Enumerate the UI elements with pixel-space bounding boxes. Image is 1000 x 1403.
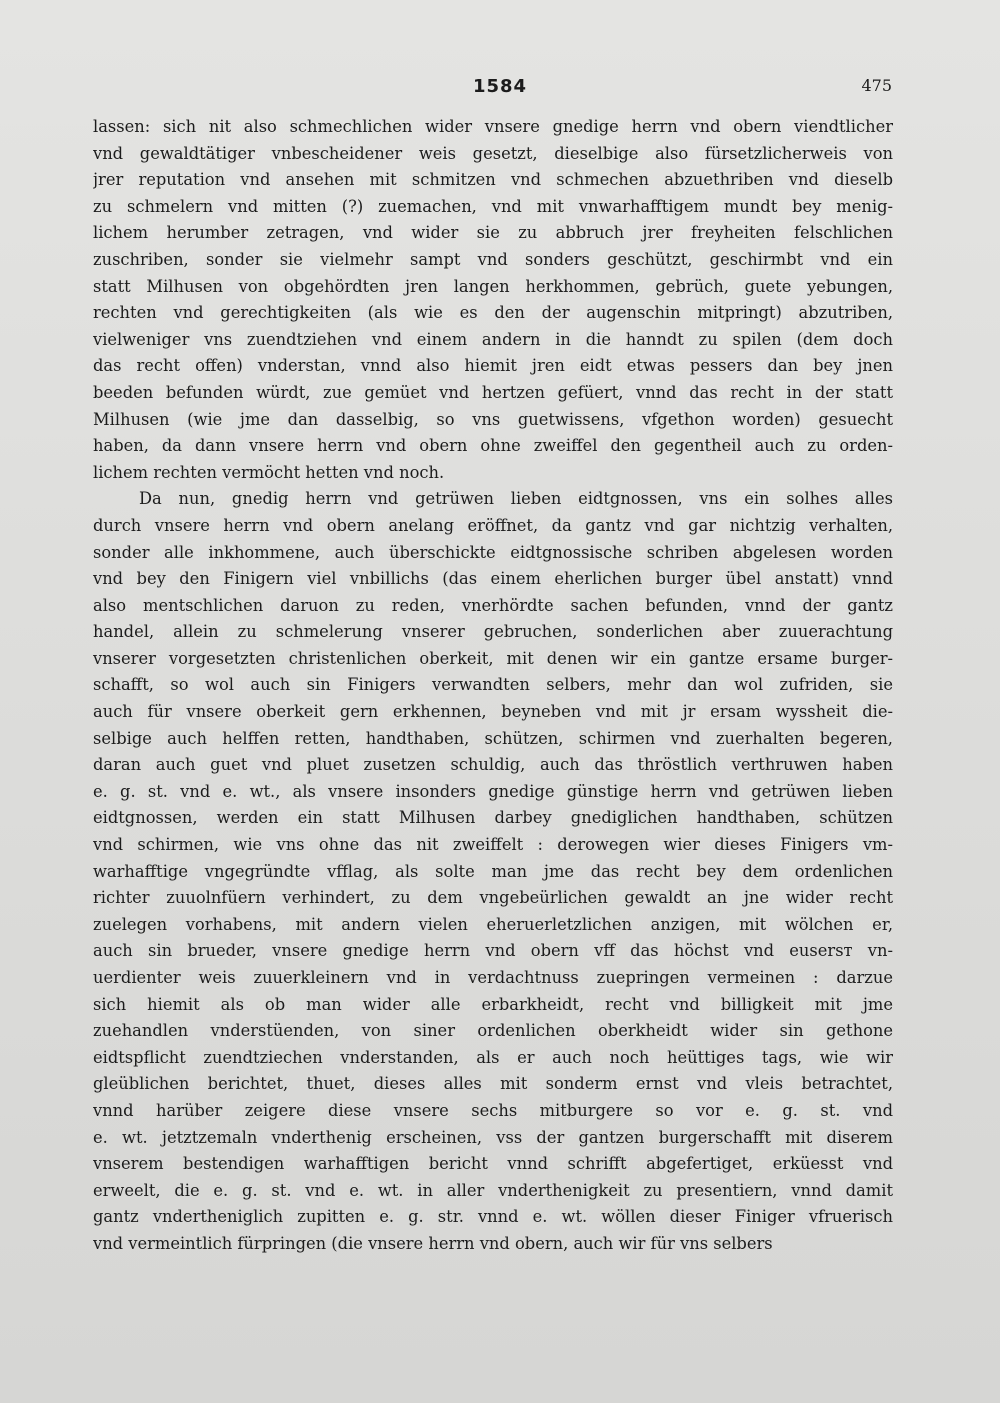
text-line: uerdienter weis zuuerkleinern vnd in verdachtnuss zuepringen vermeinen : darzue — [93, 968, 893, 987]
text-line: selbige auch helffen retten, handthaben, schützen, schirmen vnd zuerhalten begeren, — [93, 728, 893, 748]
text-line: zuschriben, sonder sie vielmehr sampt vnd sonders geschützt, geschirmbt vnd ein — [93, 249, 893, 269]
text-line: schafft, so wol auch sin Finigers verwandten selbers, mehr dan wol zufriden, sie — [93, 675, 893, 695]
text-line: eidtgnossen, werden ein statt Milhusen darbey gnediglichen handthaben, schützen — [93, 808, 893, 828]
text-line: vnd gewaldtätiger vnbescheidener weis gesetzt, dieselbige also fürsetzlicherweis von — [93, 143, 893, 163]
text-line: lichem herumber zetragen, vnd wider sie zu abbruch jrer freyheiten felschlichen — [93, 223, 893, 243]
text-line: auch für vnsere oberkeit gern erkhennen, beyneben vnd mit jr ersam wyssheit die- — [93, 702, 893, 722]
text-line: vnd bey den Finigern viel vnbillichs (das einem eherlichen burger übel anstatt) vnnd — [93, 569, 893, 589]
text-line: zuelegen vorhabens, mit andern vielen eheruerletzlichen anzigen, mit wölchen er, — [93, 914, 893, 934]
text-line: das recht offen) vnderstan, vnnd also hiemit jren eidt etwas pessers dan bey jnen — [93, 356, 893, 376]
text-line: lichem rechten vermöcht hetten vnd noch. — [93, 462, 445, 482]
text-line: warhafftige vngegründte vfflag, als solte man jme das recht bey dem ordenlichen — [93, 861, 893, 881]
text-line: vnserem bestendigen warhafftigen bericht vnnd schrifft abgefertiget, erküesst vnd — [93, 1154, 893, 1174]
text-line: durch vnsere herrn vnd obern anelang eröffnet, da gantz vnd gar nichtzig verhalten, — [93, 515, 893, 535]
text-line: gleüblichen berichtet, thuet, dieses alles mit sonderm ernst vnd vleis betrachtet, — [93, 1074, 893, 1094]
text-line: erweelt, die e. g. st. vnd e. wt. in aller vnderthenigkeit zu presentiern, vnnd damit — [93, 1180, 893, 1200]
page-number: 475 — [861, 76, 892, 95]
text-line: rechten vnd gerechtigkeiten (als wie es den der augenschin mitpringt) abzutriben, — [93, 303, 893, 323]
paragraph — [93, 486, 893, 1257]
text-line: richter zuuolnfüern verhindert, zu dem vngebeürlichen gewaldt an jne wider recht — [93, 888, 893, 908]
text-line: vnd schirmen, wie vns ohne das nit zweiffelt : derowegen wier dieses Finigers vm- — [93, 835, 893, 855]
text-line: Milhusen (wie jme dan dasselbig, so vns guetwissens, vfgethon worden) gesuecht — [93, 409, 893, 429]
text-line: statt Milhusen von obgehördten jren langen herkhommen, gebrüch, guete yebungen, — [93, 276, 893, 296]
page-header-year: 1584 — [472, 76, 528, 97]
text-line: handel, allein zu schmelerung vnserer gebruchen, sonderlichen aber zuuerachtung — [93, 622, 893, 642]
text-line: sonder alle inkhommene, auch überschickte eidtgnossische schriben abgelesen worden — [93, 542, 893, 562]
text-line: vnserer vorgesetzten christenlichen oberkeit, mit denen wir ein gantze ersame burger- — [93, 648, 893, 668]
text-line: auch sin brueder, vnsere gnedige herrn vnd obern vff das höchst vnd eusersт vn- — [93, 941, 893, 961]
text-line: jrer reputation vnd ansehen mit schmitzen vnd schmechen abzuethriben vnd dieselb — [93, 170, 893, 190]
body-text — [93, 114, 893, 1258]
text-line: zuehandlen vnderstüenden, von siner ordenlichen oberkheidt wider sin gethone — [93, 1021, 893, 1041]
paragraph — [93, 114, 893, 486]
text-line: haben, da dann vnsere herrn vnd obern ohne zweiffel den gegentheil auch zu orden- — [93, 436, 893, 456]
text-line: daran auch guet vnd pluet zusetzen schuldig, auch das thröstlich verthruwen haben — [93, 755, 893, 775]
text-line: e. g. st. vnd e. wt., als vnsere insonders gnedige günstige herrn vnd getrüwen lieben — [93, 781, 893, 801]
text-line: Da nun, gnedig herrn vnd getrüwen lieben eidtgnossen, vns ein solhes alles — [139, 489, 893, 509]
text-line: e. wt. jetztzemaln vnderthenig erscheinen, vss der gantzen burgerschafft mit diserem — [93, 1127, 893, 1147]
text-line: also mentschlichen daruon zu reden, vnerhördte sachen befunden, vnnd der gantz — [93, 595, 893, 615]
text-line: gantz vndertheniglich zupitten e. g. str. vnnd e. wt. wöllen dieser Finiger vfruerisch — [93, 1207, 893, 1227]
text-line: sich hiemit als ob man wider alle erbarkheidt, recht vnd billigkeit mit jme — [93, 994, 893, 1014]
text-line: eidtspflicht zuendtziechen vnderstanden, als er auch noch heüttiges tags, wie wir — [93, 1047, 893, 1067]
text-line: vnnd harüber zeigere diese vnsere sechs mitburgere so vor e. g. st. vnd — [93, 1100, 893, 1120]
text-line: zu schmelern vnd mitten (?) zuemachen, vnd mit vnwarhafftigem mundt bey menig- — [93, 196, 893, 216]
text-line: lassen: sich nit also schmechlichen wider vnsere gnedige herrn vnd obern viendtlicher — [93, 117, 893, 136]
text-line: vielweniger vns zuendtziehen vnd einem andern in die hanndt zu spilen (dem doch — [93, 329, 893, 349]
text-line: beeden befunden würdt, zue gemüet vnd hertzen gefüert, vnnd das recht in der statt — [93, 382, 893, 402]
text-line: vnd vermeintlich fürpringen (die vnsere herrn vnd obern, auch wir für vns selbers — [93, 1233, 773, 1253]
